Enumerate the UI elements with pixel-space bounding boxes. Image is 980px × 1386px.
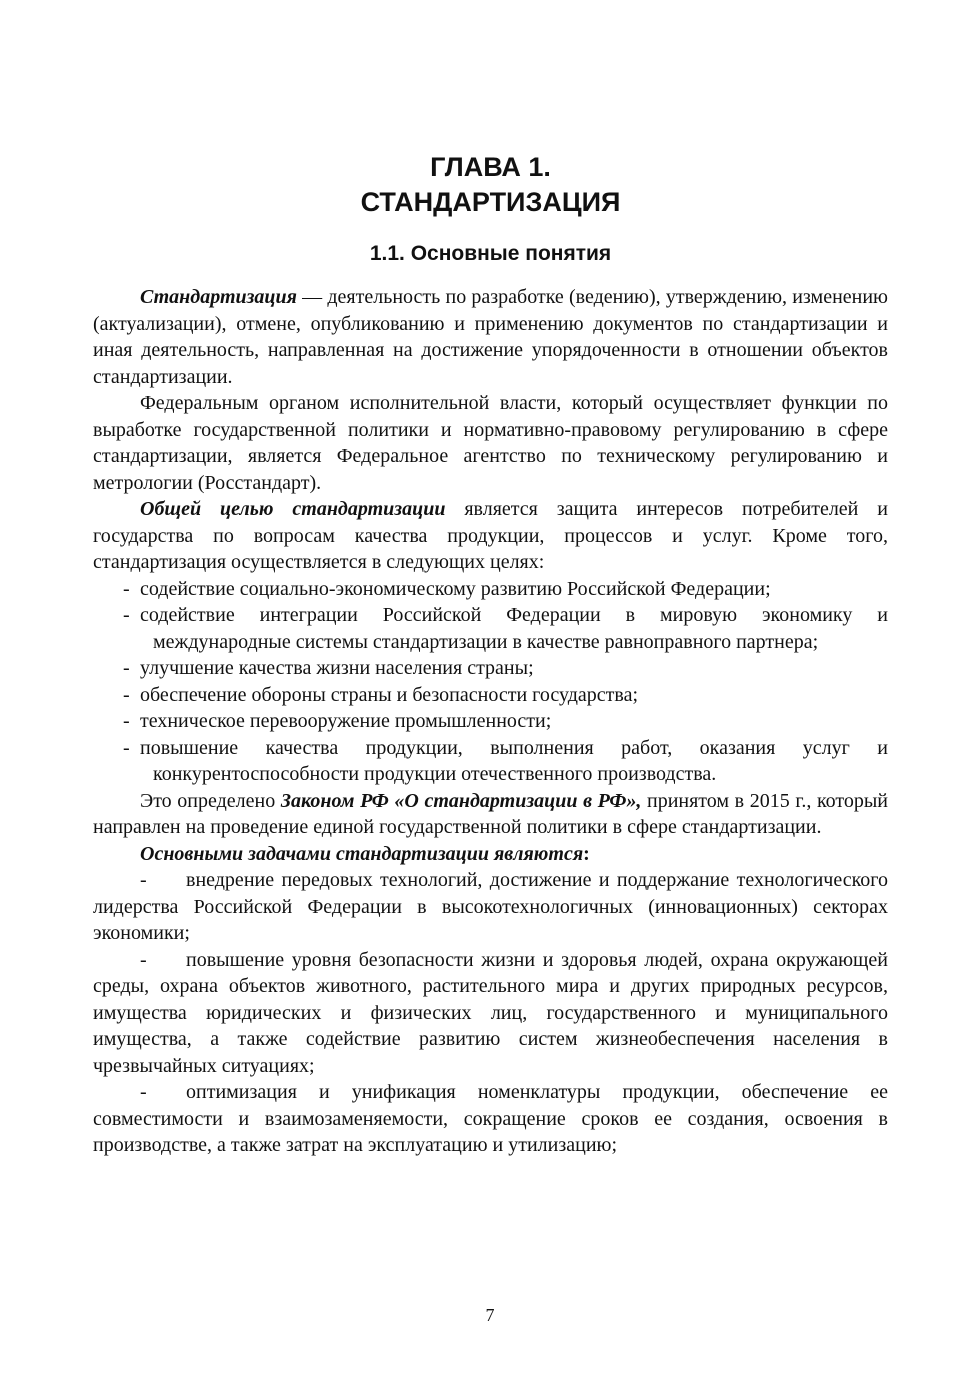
chapter-title-line2: СТАНДАРТИЗАЦИЯ xyxy=(360,187,621,217)
task-item xyxy=(93,1079,888,1159)
list-item xyxy=(93,708,888,735)
page-number: 7 xyxy=(485,1305,495,1325)
chapter-title-line1: ГЛАВА 1. xyxy=(430,152,551,182)
task-item-text: повышение уровня безопасности жизни и здоровья людей, охрана окружающей среды, охрана объектов животного, растительного мира и других природных ресурсов, имущества юридических и физических лиц, государственного и муниципального имущества, а также содействие развитию систем жизнеобеспечения населения в чрезвычайных ситуациях; xyxy=(93,948,888,1077)
term-law: Законом РФ «О стандартизации в РФ», xyxy=(280,789,642,812)
list-item-text: содействие социально-экономическому развитию Российской Федерации; xyxy=(140,577,771,600)
task-item-text: оптимизация и унификация номенклатуры продукции, обеспечение ее совместимости и взаимозаменяемости, сокращение сроков ее создания, освоения в производстве, а также затрат на эксплуатацию и утилизацию; xyxy=(93,1081,888,1156)
list-dash: - xyxy=(123,736,130,759)
list-dash: - xyxy=(123,683,130,706)
paragraph-general-goal-text: является защита интересов потребителей и государства по вопросам качества продукции, процессов и услуг. Кроме того, стандартизация осуществляется в следующих целях: xyxy=(93,498,888,573)
list-item-text: повышение качества продукции, выполнения работ, оказания услуг и конкурентоспособности продукции отечественного производства. xyxy=(140,736,888,785)
paragraph-definition-text: — деятельность по разработке (ведению), утверждению, изменению (актуализации), отмене, опубликованию и применению документов по стандартизации и иная деятельность, направленная на достижение упорядоченности в отношении объектов стандартизации. xyxy=(93,286,888,388)
list-item xyxy=(93,655,888,682)
task-dash: - xyxy=(140,869,147,891)
list-item-text: техническое перевооружение промышленности; xyxy=(140,710,552,732)
list-item-text: обеспечение обороны страны и безопасности государства; xyxy=(140,683,638,706)
task-item-text: внедрение передовых технологий, достижение и поддержание технологического лидерства Российской Федерации в высокотехнологичных (инновационных) секторах экономики; xyxy=(93,869,888,944)
list-item xyxy=(93,682,888,709)
list-item-text: улучшение качества жизни населения страны; xyxy=(140,657,534,679)
list-item-text: содействие интеграции Российской Федерации в мировую экономику и международные системы стандартизации в качестве равноправного партнера; xyxy=(140,604,888,653)
term-standardization: Стандартизация xyxy=(140,286,297,308)
list-dash: - xyxy=(123,604,130,626)
paragraph-rosstandart: Федеральным органом исполнительной власти, который осуществляет функции по выработке государственной политики и нормативно-правовому регулированию в сфере стандартизации, является Федеральное агентство по техническому регулированию и метрологии (Росстандарт). xyxy=(93,392,888,494)
document-page xyxy=(93,150,888,1159)
task-item xyxy=(93,867,888,947)
list-dash: - xyxy=(123,710,130,732)
chapter-title xyxy=(93,150,888,220)
section-title: 1.1. Основные понятия xyxy=(369,242,612,265)
list-dash: - xyxy=(123,657,130,679)
list-item xyxy=(93,602,888,655)
goals-list xyxy=(93,576,888,788)
list-dash: - xyxy=(123,577,130,600)
task-dash: - xyxy=(140,1081,147,1103)
tasks-heading-colon: : xyxy=(583,842,590,865)
tasks-heading xyxy=(93,841,888,868)
list-item xyxy=(93,576,888,603)
paragraph-definition xyxy=(93,284,888,390)
paragraph-general-goal xyxy=(93,496,888,576)
task-item xyxy=(93,947,888,1080)
paragraph-law-after: принятом в 2015 г., который направлен на проведение единой государственной политики в сфере стандартизации. xyxy=(93,789,888,838)
paragraph-law-before: Это определено xyxy=(140,789,281,812)
term-main-tasks: Основными задачами стандартизации являются xyxy=(140,842,584,865)
task-dash: - xyxy=(140,948,147,971)
paragraph-law xyxy=(93,788,888,841)
term-general-goal: Общей целью стандартизации xyxy=(140,498,446,520)
list-item xyxy=(93,735,888,788)
